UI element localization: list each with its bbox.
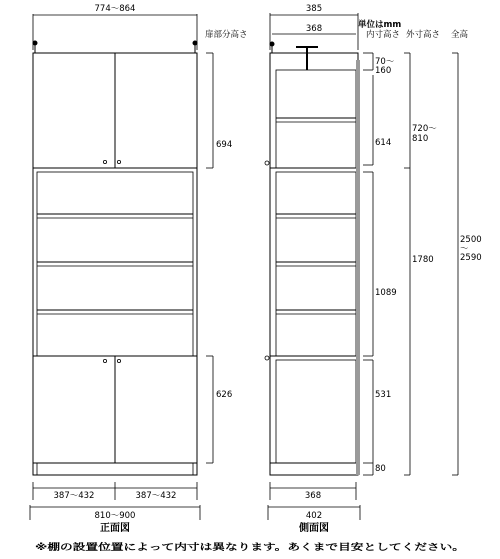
- footer-note: ※棚の設置位置によって内寸は異なります。あくまで目安としてください。: [35, 543, 341, 553]
- door-width-right: 387〜432: [135, 491, 177, 501]
- front-total-width: 810〜900: [94, 511, 136, 521]
- front-view-caption: 正面図: [100, 523, 130, 534]
- side-bottom-depth-outer: 402: [305, 511, 323, 521]
- inner-height-plinth: 80: [375, 464, 386, 474]
- inner-height-top-1: 70〜: [375, 57, 395, 67]
- total-height-1: 2500: [460, 235, 482, 245]
- lower-door-height: 626: [216, 390, 233, 400]
- total-height-3: 2590: [460, 253, 482, 263]
- inner-height-middle: 1089: [375, 288, 397, 298]
- door-edge: [356, 60, 360, 475]
- col-zenko: 全高: [451, 30, 469, 40]
- door-height-label: 扉部分高さ: [205, 30, 248, 40]
- side-top-depth-outer: 385: [305, 4, 323, 14]
- plinth: [33, 463, 197, 475]
- inner-height-lower: 531: [375, 390, 392, 400]
- outer-height-upper-1: 720〜: [412, 124, 437, 134]
- inner-height-upper: 614: [375, 138, 392, 148]
- outer-height-middle: 1780: [412, 255, 434, 265]
- unit-label: 単位はmm: [358, 20, 402, 30]
- front-top-width: 774〜864: [94, 4, 136, 14]
- inner-height-top-2: 160: [375, 66, 392, 76]
- side-bottom-depth-inner: 368: [304, 491, 322, 501]
- side-top-depth-inner: 368: [305, 24, 323, 34]
- total-height-2: 〜: [460, 244, 469, 254]
- side-view: [265, 13, 358, 475]
- upper-door-height: 694: [216, 140, 233, 150]
- outer-height-upper-2: 810: [412, 134, 429, 144]
- col-naisun: 内寸高さ: [366, 30, 401, 40]
- front-view: [30, 14, 213, 520]
- col-gaisun: 外寸高さ: [406, 30, 441, 40]
- side-view-caption: 側面図: [299, 523, 329, 534]
- door-width-left: 387〜432: [53, 491, 95, 501]
